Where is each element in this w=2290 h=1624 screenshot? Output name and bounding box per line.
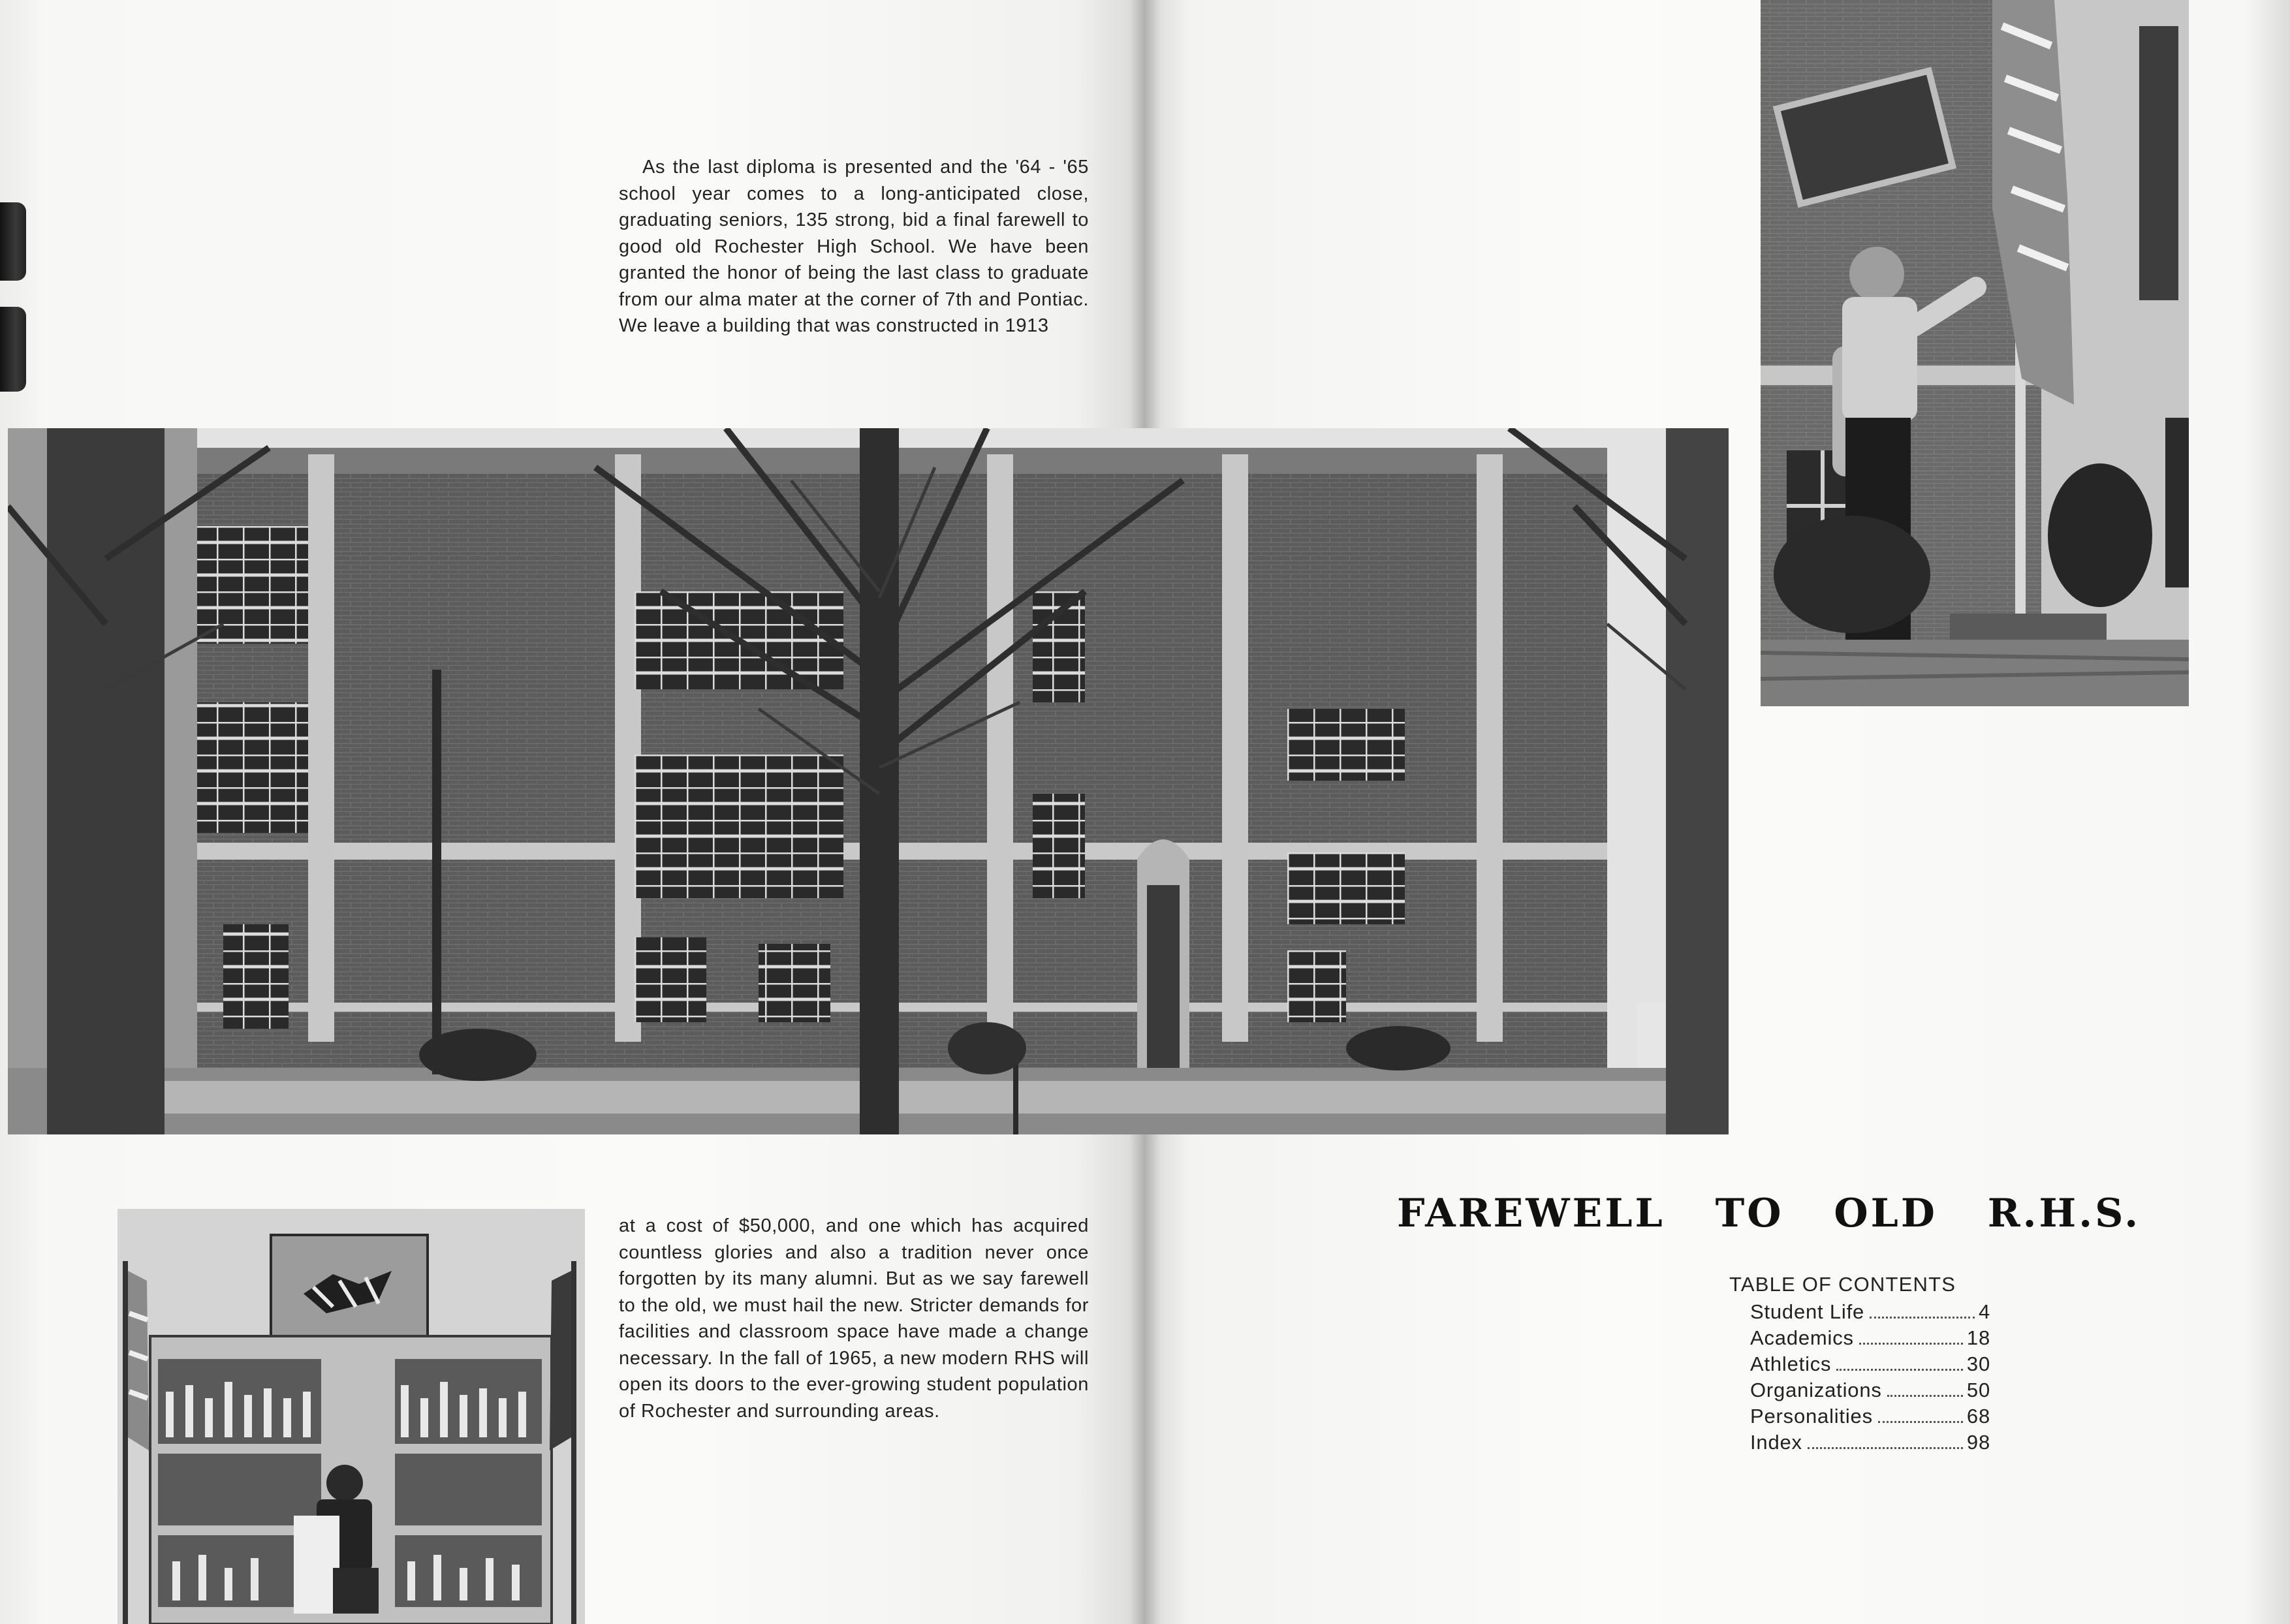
toc-leader-dots <box>1859 1343 1963 1345</box>
toc-entry-label: Academics <box>1750 1326 1854 1349</box>
toc-leader-dots <box>1870 1317 1975 1319</box>
toc-title: TABLE OF CONTENTS <box>1729 1273 1956 1296</box>
toc-entry-label: Organizations <box>1750 1379 1882 1401</box>
closing-paragraph <box>619 1213 1089 1424</box>
toc-entry-page: 50 <box>1966 1379 1990 1401</box>
toc-entry-label: Athletics <box>1750 1352 1832 1375</box>
toc-entry <box>1750 1403 1990 1429</box>
closing-paragraph-text: at a cost of $50,000, and one which has acquired countless glories and also a tradition never once forgotten by its many alumni. But as we say farewell to the old, we must hail the new. Stricter demands for facilities and classroom space have made a change necessary. In the fall of 1965, a new modern RHS will open its doors to the ever-growing student population of Rochester and surrounding areas. <box>619 1215 1089 1422</box>
toc-entry-label: Student Life <box>1750 1300 1865 1323</box>
binder-clip-icon <box>0 307 26 392</box>
toc-entry <box>1750 1299 1990 1325</box>
toc-entry-page: 4 <box>1978 1300 1990 1323</box>
table-of-contents <box>1729 1270 1990 1456</box>
toc-entry-page: 98 <box>1966 1431 1990 1454</box>
toc-entry-label: Index <box>1750 1431 1802 1454</box>
toc-leader-dots <box>1808 1447 1963 1449</box>
toc-leader-dots <box>1836 1369 1963 1371</box>
toc-entry-page: 30 <box>1966 1352 1990 1375</box>
page-headline: FAREWELL TO OLD R.H.S. <box>1397 1191 2141 1236</box>
toc-entry-label: Personalities <box>1750 1405 1873 1428</box>
binder-clip-icon <box>0 202 26 281</box>
trophy-case-photo <box>118 1209 585 1624</box>
flag-raising-photo <box>1761 0 2189 706</box>
school-building-photo <box>8 428 1729 1134</box>
toc-entry <box>1750 1325 1990 1351</box>
toc-entry <box>1750 1351 1990 1377</box>
toc-leader-dots <box>1887 1395 1963 1397</box>
intro-paragraph-text: As the last diploma is presented and the '64 - '65 school year comes to a long-anticipated close, graduating seniors, 135 strong, bid a final farewell to good old Rochester High School. We have been granted the honor of being the last class to graduate from our alma mater at the corner of 7th and Pontiac. We leave a building that was constructed in 1913 <box>619 157 1089 336</box>
toc-leader-dots <box>1878 1421 1963 1423</box>
toc-entry <box>1750 1377 1990 1403</box>
intro-paragraph <box>619 154 1089 339</box>
toc-entry-page: 68 <box>1966 1405 1990 1428</box>
toc-entry <box>1750 1429 1990 1456</box>
toc-entry-page: 18 <box>1966 1326 1990 1349</box>
